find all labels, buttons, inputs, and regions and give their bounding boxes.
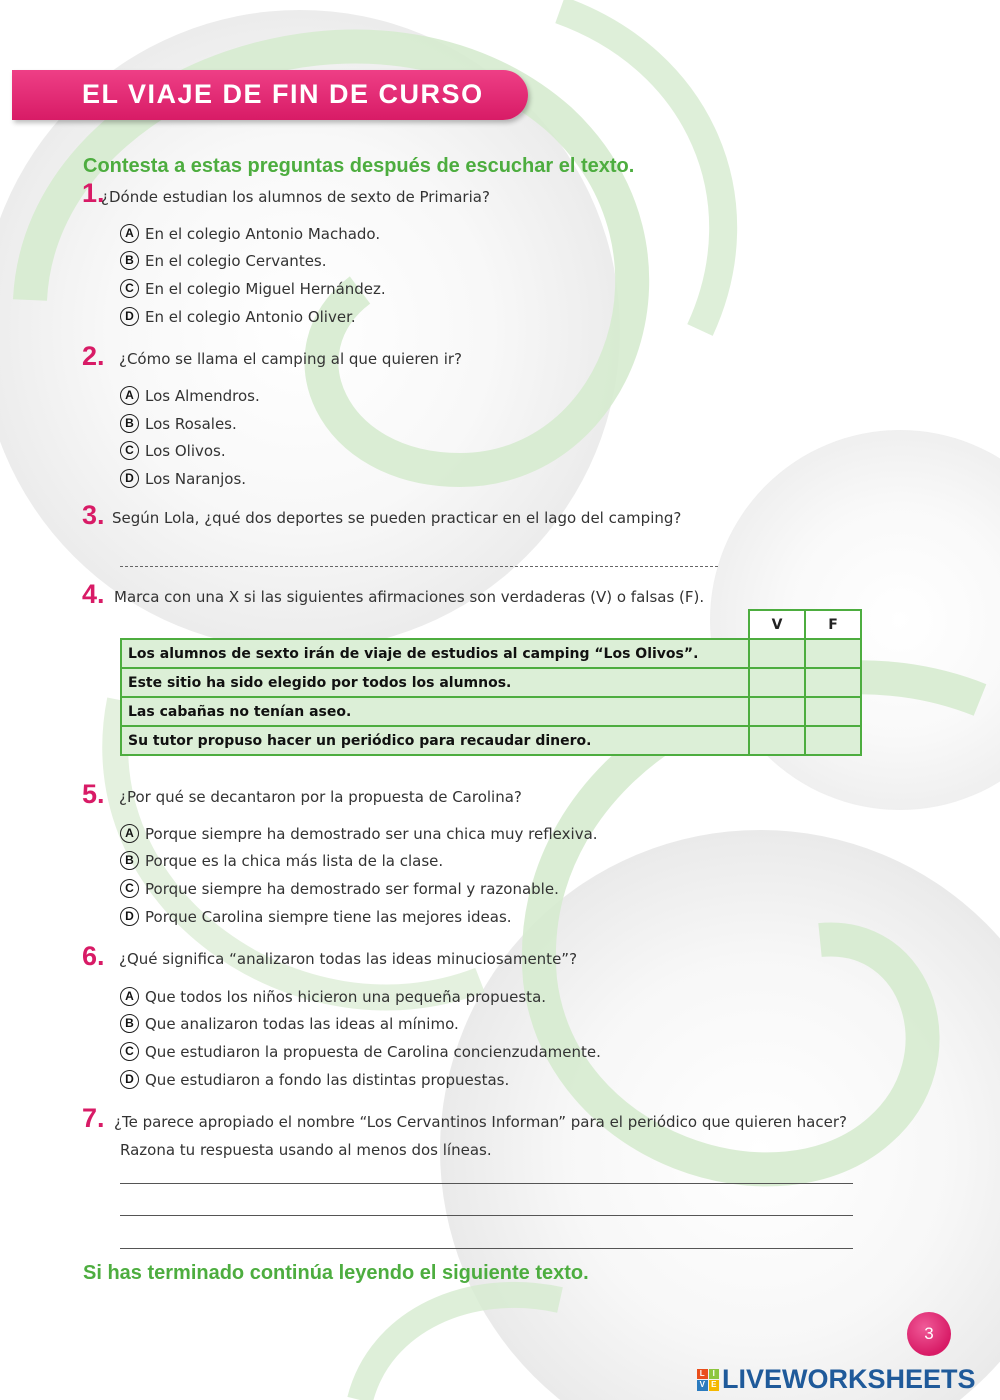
question-3-answer-line[interactable] (120, 566, 718, 567)
option-letter: B (120, 851, 139, 870)
question-7-subtext: Razona tu respuesta usando al menos dos líneas. (120, 1141, 492, 1159)
question-5-number: 5. (82, 779, 105, 809)
question-7-answer-line-3[interactable] (120, 1248, 853, 1249)
option-letter: A (120, 224, 139, 243)
question-3-text: Según Lola, ¿qué dos deportes se pueden practicar en el lago del camping? (112, 509, 682, 527)
option-letter: B (120, 1014, 139, 1033)
question-1-option-b[interactable] (120, 251, 327, 270)
option-letter: D (120, 307, 139, 326)
question-2-option-b[interactable] (120, 414, 237, 433)
option-text: Los Olivos. (145, 441, 226, 460)
question-2-option-a[interactable] (120, 386, 260, 405)
question-1-option-d[interactable] (120, 307, 356, 326)
question-2-option-d[interactable] (120, 469, 246, 488)
option-text: Los Rosales. (145, 414, 237, 433)
question-5-option-b[interactable] (120, 851, 443, 870)
question-1-option-c[interactable] (120, 279, 386, 298)
question-1-option-a[interactable] (120, 224, 380, 243)
option-text: Porque Carolina siempre tiene las mejores ideas. (145, 907, 512, 926)
option-letter: C (120, 279, 139, 298)
option-text: Que estudiaron la propuesta de Carolina concienzudamente. (145, 1042, 601, 1061)
question-1-number: 1. (82, 178, 105, 208)
statement-1: Los alumnos de sexto irán de viaje de estudios al camping “Los Olivos”. (121, 639, 749, 668)
liveworksheets-logo (697, 1364, 976, 1395)
option-text: Que todos los niños hicieron una pequeña propuesta. (145, 987, 547, 1006)
question-2-option-c[interactable] (120, 441, 226, 460)
checkbox-v-3[interactable] (749, 697, 805, 726)
option-text: Porque siempre ha demostrado ser formal y razonable. (145, 879, 559, 898)
option-text: Que analizaron todas las ideas al mínimo. (145, 1014, 459, 1033)
option-text: Que estudiaron a fondo las distintas propuestas. (145, 1070, 510, 1089)
page-title: EL VIAJE DE FIN DE CURSO (82, 79, 484, 109)
option-letter: D (120, 907, 139, 926)
question-3-number: 3. (82, 500, 105, 530)
option-letter: D (120, 1070, 139, 1089)
table-row (121, 697, 861, 726)
question-5-option-d[interactable] (120, 907, 512, 926)
checkbox-v-1[interactable] (749, 639, 805, 668)
checkbox-f-4[interactable] (805, 726, 861, 755)
true-false-table (120, 609, 862, 756)
instruction-heading: Contesta a estas preguntas después de escuchar el texto. (83, 155, 635, 177)
checkbox-f-3[interactable] (805, 697, 861, 726)
question-5-text: ¿Por qué se decantaron por la propuesta de Carolina? (119, 788, 522, 806)
question-6-option-b[interactable] (120, 1014, 459, 1033)
option-text: Los Almendros. (145, 386, 260, 405)
option-letter: A (120, 824, 139, 843)
option-text: Los Naranjos. (145, 469, 247, 488)
logo-wordmark: LIVEWORKSHEETS (722, 1364, 976, 1394)
question-1-text: ¿Dónde estudian los alumnos de sexto de Primaria? (101, 188, 490, 206)
statement-3: Las cabañas no tenían aseo. (121, 697, 749, 726)
logo-letter: E (709, 1380, 720, 1391)
option-letter: C (120, 1042, 139, 1061)
title-banner (12, 70, 528, 120)
question-6-option-a[interactable] (120, 987, 546, 1006)
checkbox-v-4[interactable] (749, 726, 805, 755)
option-letter: B (120, 414, 139, 433)
question-2-number: 2. (82, 341, 105, 371)
table-row (121, 639, 861, 668)
statement-2: Este sitio ha sido elegido por todos los alumnos. (121, 668, 749, 697)
checkbox-f-1[interactable] (805, 639, 861, 668)
table-header-f: F (805, 610, 861, 639)
logo-letter: L (697, 1369, 708, 1380)
table-row (121, 668, 861, 697)
question-6-option-c[interactable] (120, 1042, 601, 1061)
option-letter: C (120, 879, 139, 898)
footer-note: Si has terminado continúa leyendo el siguiente texto. (83, 1262, 589, 1284)
option-letter: C (120, 441, 139, 460)
question-2-text: ¿Cómo se llama el camping al que quieren ir? (119, 350, 462, 368)
question-6-option-d[interactable] (120, 1070, 509, 1089)
logo-grid-icon (697, 1369, 719, 1391)
option-letter: A (120, 386, 139, 405)
logo-letter: I (709, 1369, 720, 1380)
option-text: Porque siempre ha demostrado ser una chica muy reflexiva. (145, 824, 598, 843)
statement-4: Su tutor propuso hacer un periódico para recaudar dinero. (121, 726, 749, 755)
option-text: En el colegio Antonio Oliver. (145, 307, 356, 326)
option-text: En el colegio Miguel Hernández. (145, 279, 386, 298)
question-6-number: 6. (82, 941, 105, 971)
question-4-number: 4. (82, 579, 105, 609)
question-7-answer-line-1[interactable] (120, 1183, 853, 1184)
question-5-option-a[interactable] (120, 824, 598, 843)
option-letter: B (120, 251, 139, 270)
question-4-text: Marca con una X si las siguientes afirmaciones son verdaderas (V) o falsas (F). (114, 588, 705, 606)
option-text: Porque es la chica más lista de la clase. (145, 851, 444, 870)
checkbox-f-2[interactable] (805, 668, 861, 697)
question-5-option-c[interactable] (120, 879, 559, 898)
table-header-v: V (749, 610, 805, 639)
question-7-number: 7. (82, 1103, 105, 1133)
table-header-empty (121, 610, 749, 639)
table-row (121, 726, 861, 755)
checkbox-v-2[interactable] (749, 668, 805, 697)
logo-letter: V (697, 1380, 708, 1391)
option-letter: A (120, 987, 139, 1006)
option-letter: D (120, 469, 139, 488)
option-text: En el colegio Antonio Machado. (145, 224, 381, 243)
question-7-answer-line-2[interactable] (120, 1215, 853, 1216)
question-7-text: ¿Te parece apropiado el nombre “Los Cervantinos Informan” para el periódico que quieren hacer? (114, 1113, 847, 1131)
question-6-text: ¿Qué significa “analizaron todas las ideas minuciosamente”? (119, 950, 578, 968)
option-text: En el colegio Cervantes. (145, 251, 327, 270)
page-number-badge: 3 (907, 1312, 951, 1356)
